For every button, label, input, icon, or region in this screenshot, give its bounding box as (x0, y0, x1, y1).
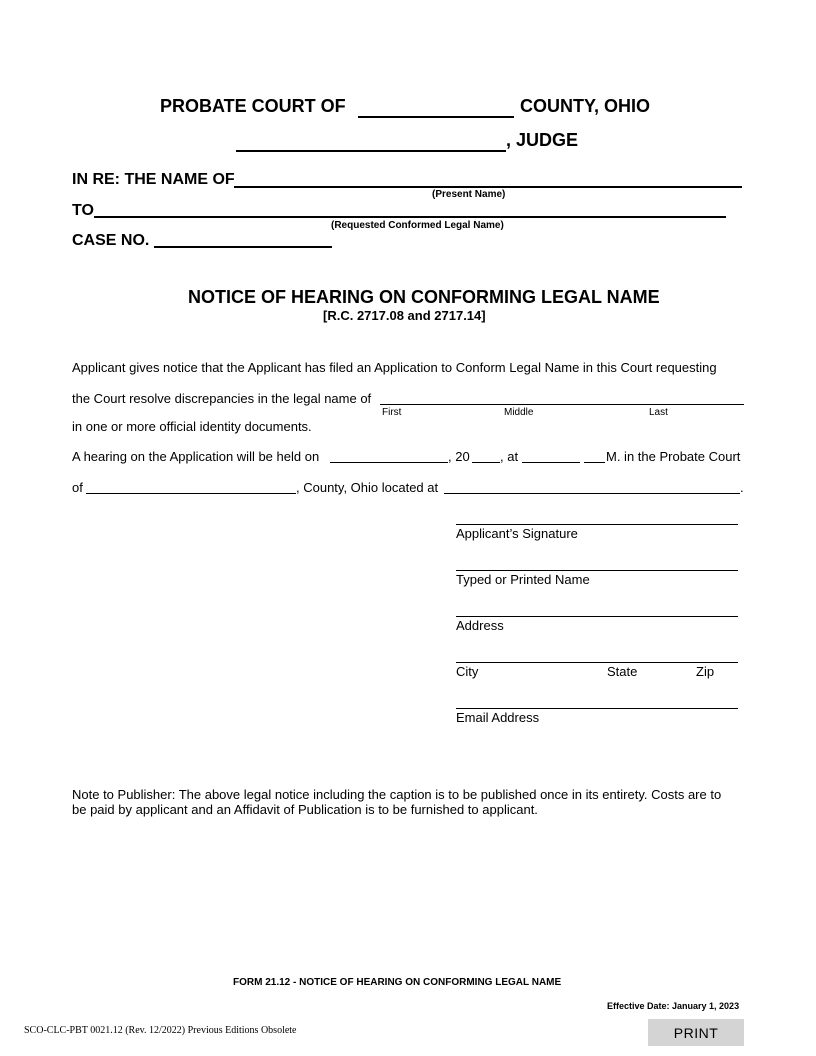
name-hint-last: Last (649, 407, 668, 418)
effective-date: Effective Date: January 1, 2023 (607, 1001, 740, 1011)
notice-title: NOTICE OF HEARING ON CONFORMING LEGAL NAME (188, 287, 660, 307)
zip-label: Zip (696, 664, 715, 679)
requested-name-hint: (Requested Conformed Legal Name) (331, 220, 504, 231)
to-label: TO (72, 202, 94, 219)
present-name-hint: (Present Name) (432, 189, 506, 200)
case-no-label: CASE NO. (72, 232, 150, 249)
judge-suffix: , JUDGE (506, 130, 579, 150)
county-name-field[interactable] (358, 116, 514, 118)
hearing-year-field[interactable] (472, 462, 500, 463)
judge-name-field[interactable] (236, 150, 506, 152)
requested-name-field[interactable] (94, 216, 726, 218)
note-line1: Note to Publisher: The above legal notice including the caption is to be published once in its entirety. Costs are to (72, 787, 722, 802)
hearing-suffix: M. in the Probate Court (606, 449, 741, 464)
hearing-year-label: , 20 (448, 449, 470, 464)
city-state-zip-field[interactable] (456, 662, 738, 663)
court-suffix: COUNTY, OHIO (520, 96, 651, 116)
county-ohio-label: , County, Ohio located at (296, 480, 439, 495)
hearing-county-field[interactable] (86, 493, 296, 494)
in-re-label: IN RE: THE NAME OF (72, 171, 235, 188)
name-hint-first: First (382, 407, 402, 418)
address-label: Address (456, 618, 504, 633)
applicant-signature-label: Applicant’s Signature (456, 526, 578, 541)
form-title-footer: FORM 21.12 - NOTICE OF HEARING ON CONFORMING LEGAL NAME (233, 977, 562, 988)
hearing-prefix: A hearing on the Application will be held on (72, 449, 320, 464)
hearing-ampm-field[interactable] (584, 462, 605, 463)
present-name-field[interactable] (234, 186, 742, 188)
typed-name-label: Typed or Printed Name (456, 572, 590, 587)
hearing-at-label: , at (500, 449, 519, 464)
of-label: of (72, 480, 83, 495)
para1-line1: Applicant gives notice that the Applicant has filed an Application to Conform Legal Name in this Court requesting (72, 360, 717, 375)
para1-line2: the Court resolve discrepancies in the legal name of (72, 391, 372, 406)
court-prefix: PROBATE COURT OF (160, 96, 346, 116)
applicant-signature-field[interactable] (456, 524, 738, 525)
legal-name-field[interactable] (380, 404, 744, 405)
case-no-field[interactable] (154, 246, 332, 248)
note-line2: be paid by applicant and an Affidavit of Publication is to be furnished to applicant. (72, 802, 538, 817)
email-label: Email Address (456, 710, 540, 725)
para1-line3: in one or more official identity documents. (72, 419, 312, 434)
state-label: State (607, 664, 638, 679)
period: . (740, 480, 744, 495)
address-field[interactable] (456, 616, 738, 617)
statute-reference: [R.C. 2717.08 and 2717.14] (323, 308, 486, 323)
form-code: SCO-CLC-PBT 0021.12 (Rev. 12/2022) Previous Editions Obsolete (24, 1025, 297, 1036)
hearing-time-field[interactable] (522, 462, 580, 463)
hearing-location-field[interactable] (444, 493, 740, 494)
typed-name-field[interactable] (456, 570, 738, 571)
email-field[interactable] (456, 708, 738, 709)
city-label: City (456, 664, 479, 679)
name-hint-middle: Middle (504, 407, 534, 418)
hearing-date-field[interactable] (330, 462, 448, 463)
print-button[interactable]: PRINT (648, 1019, 744, 1046)
